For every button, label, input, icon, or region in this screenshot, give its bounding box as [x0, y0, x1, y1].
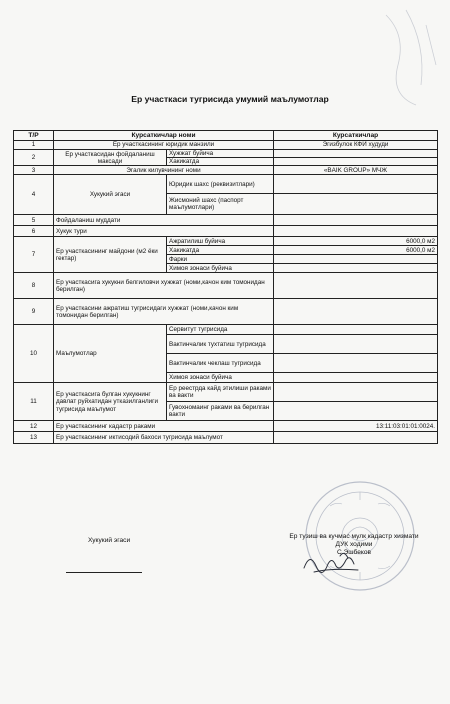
- header-number: Т/Р: [14, 131, 54, 141]
- row-name: Маълумотлар: [54, 325, 167, 383]
- table-row: [14, 166, 438, 175]
- header-indicators: Курсаткичлар номи: [54, 131, 274, 141]
- row-value: [274, 335, 438, 354]
- table-row: [14, 432, 438, 444]
- row-value: [274, 273, 438, 299]
- row-name: Ер участкасини ажратиш тугрисидаги хужжат (номи,качон ким томонидан берилган): [54, 299, 274, 325]
- table-row: [14, 325, 438, 335]
- table-row: [14, 299, 438, 325]
- row-name: Ер участкасининг иктисодий бахоси тугрисида маълумот: [54, 432, 274, 444]
- land-info-table: [13, 130, 438, 444]
- row-number: 1: [14, 141, 54, 150]
- row-value: [274, 150, 438, 158]
- row-name: Ер участкасининг кадастр раками: [54, 421, 274, 432]
- row-value: [274, 255, 438, 264]
- table-row: [14, 141, 438, 150]
- header-values: Курсаткичлар: [274, 131, 438, 141]
- row-value: «BAIK GROUP» МЧЖ: [274, 166, 438, 175]
- row-name: Ер участкасига булган хукукнинг давлат руйхатидан утказилганлиги тугрисида маълумот: [54, 383, 167, 421]
- row-sub-label: Вактинчалик чеклаш тугрисида: [167, 354, 274, 373]
- rights-holder-signature-line: [66, 572, 142, 573]
- table-row: [14, 237, 438, 246]
- row-name: Ер участкасига хукукни белгиловчи хужжат (номи,качон ким томонидан берилган): [54, 273, 274, 299]
- row-name: Хукукий эгаси: [54, 175, 167, 215]
- row-value: [274, 226, 438, 237]
- row-value: [274, 264, 438, 273]
- row-sub-label: Жисмоний шахс (паспорт маълумотлари): [167, 194, 274, 215]
- cadastre-service-name: Ер тузиш ва кучмас мулк кадастр хизмати: [289, 533, 419, 540]
- row-value: 13:11:03:01:01:0024.: [274, 421, 438, 432]
- row-value: Эгизбулок КФЙ худуди: [274, 141, 438, 150]
- row-sub-label: Юридик шахс (реквизитлари): [167, 175, 274, 194]
- row-value: [274, 373, 438, 383]
- row-name: Ер участкасидан фойдаланиш максади: [54, 150, 167, 166]
- row-sub-label: Сервитут тугрисида: [167, 325, 274, 335]
- row-name: Ер участкасининг майдони (м2 ёки гектар): [54, 237, 167, 273]
- row-name: Эгалик килувчининг номи: [54, 166, 274, 175]
- row-value: [274, 158, 438, 166]
- row-number: 11: [14, 383, 54, 421]
- table-row: [14, 383, 438, 402]
- row-number: 8: [14, 273, 54, 299]
- signatory-position: ДУК ходими: [335, 541, 373, 549]
- table-row: [14, 273, 438, 299]
- row-sub-label: Вактинчалик тухтатиш тугрисида: [167, 335, 274, 354]
- row-sub-label: Химоя зонаси буйича: [167, 373, 274, 383]
- rights-holder-label: Хукукий эгаси: [88, 537, 131, 544]
- table-row: [14, 150, 438, 158]
- row-number: 6: [14, 226, 54, 237]
- row-value: [274, 402, 438, 421]
- row-value: [274, 354, 438, 373]
- row-sub-label: Химоя зонаси буйича: [167, 264, 274, 273]
- row-value: [274, 175, 438, 194]
- row-value: [274, 432, 438, 444]
- table-header: [14, 131, 438, 141]
- row-value: [274, 325, 438, 335]
- row-value: 6000,0 м2: [274, 237, 438, 246]
- row-sub-label: Фарки: [167, 255, 274, 264]
- document-title: Ер участкаси тугрисида умумий маълумотлар: [131, 94, 329, 104]
- row-sub-label: Гувохномаинг раками ва берилган вакти: [167, 402, 274, 421]
- row-value: [274, 299, 438, 325]
- row-value: 6000,0 м2: [274, 246, 438, 255]
- row-value: [274, 194, 438, 215]
- table-row: [14, 421, 438, 432]
- signatory-name: С.Эшбеков: [336, 549, 372, 557]
- row-number: 4: [14, 175, 54, 215]
- row-number: 9: [14, 299, 54, 325]
- row-value: [274, 215, 438, 226]
- row-sub-label: Хакикатда: [167, 246, 274, 255]
- row-number: 10: [14, 325, 54, 383]
- row-number: 12: [14, 421, 54, 432]
- row-name: Фойдаланиш муддати: [54, 215, 274, 226]
- row-number: 5: [14, 215, 54, 226]
- row-sub-label: Ажратилиш буйича: [167, 237, 274, 246]
- row-sub-label: Хужжат буйича: [167, 150, 274, 158]
- row-number: 13: [14, 432, 54, 444]
- row-sub-label: Хакикатда: [167, 158, 274, 166]
- row-sub-label: Ер реестрда кайд этилиши раками ва вакти: [167, 383, 274, 402]
- row-name: Ер участкасининг юридик манзили: [54, 141, 274, 150]
- row-number: 7: [14, 237, 54, 273]
- row-value: [274, 383, 438, 402]
- row-name: Хукук тури: [54, 226, 274, 237]
- table-row: [14, 226, 438, 237]
- handwritten-signature: [300, 548, 370, 578]
- table-row: [14, 215, 438, 226]
- row-number: 3: [14, 166, 54, 175]
- table-row: [14, 175, 438, 194]
- row-number: 2: [14, 150, 54, 166]
